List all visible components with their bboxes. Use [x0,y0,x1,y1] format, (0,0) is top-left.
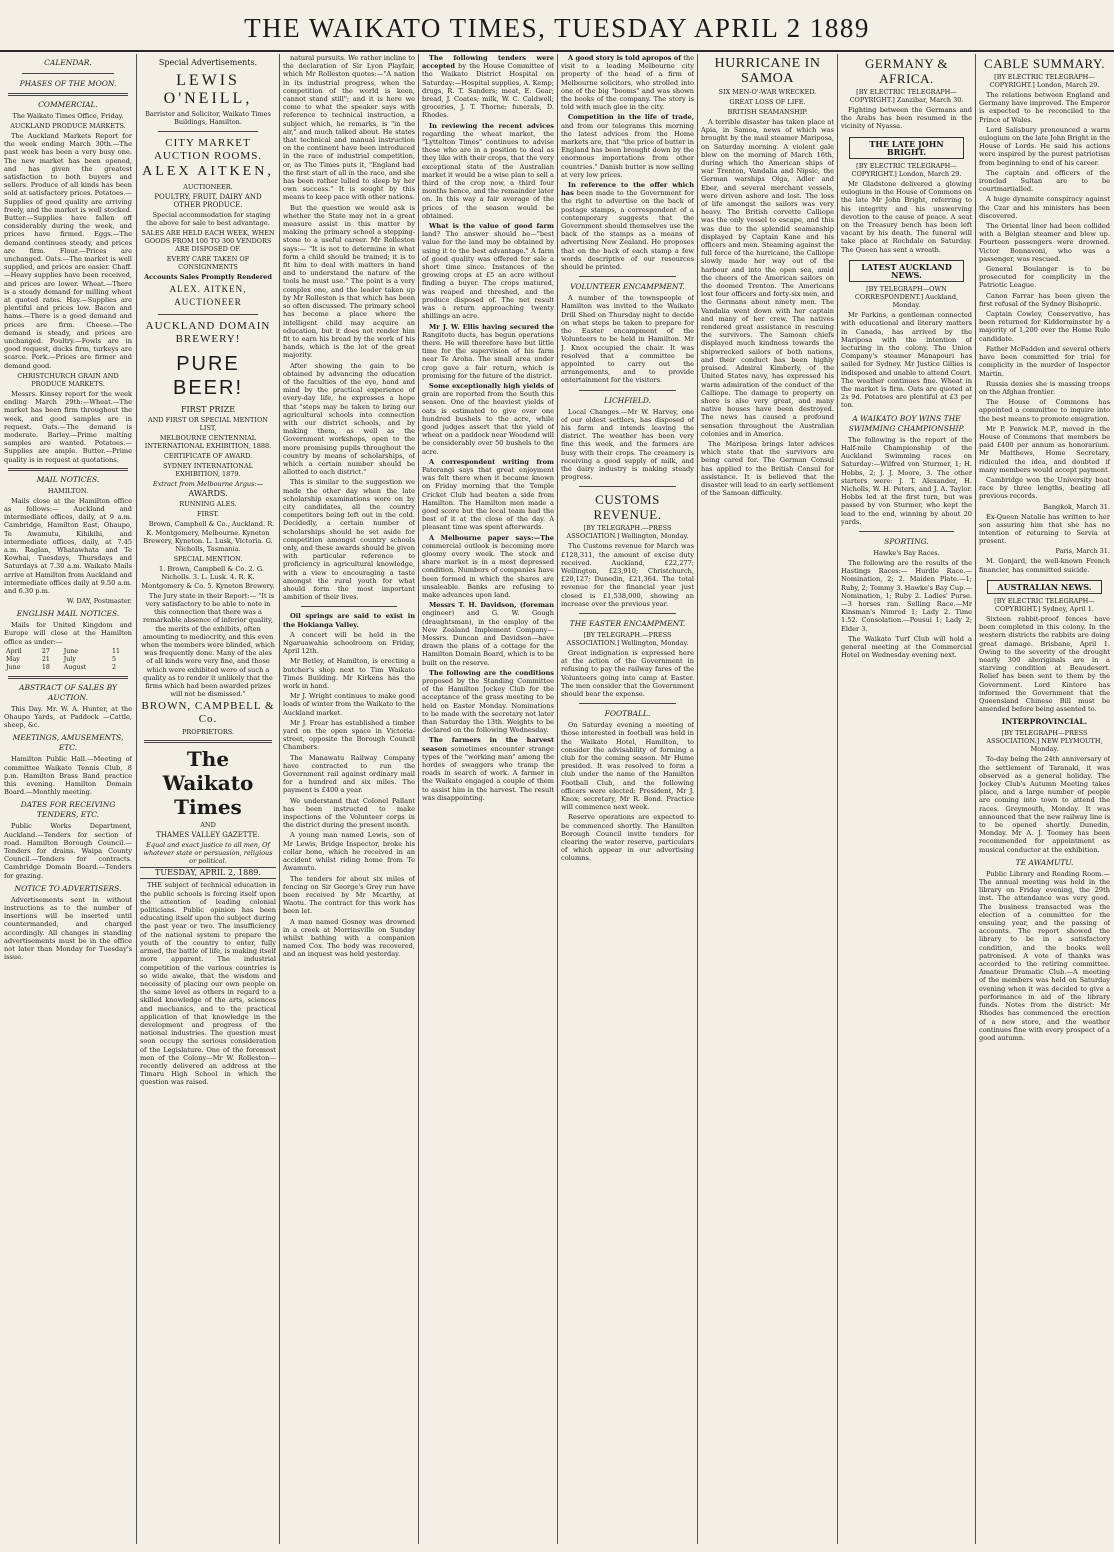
bright-subheading: [BY ELECTRIC TELEGRAPH—COPYRIGHT.] London, March 29. [851,162,962,179]
australian-text: Sixteen rabbit-proof fences have been completed in this colony. In the western districts the rabbits are doing great damage. Brisbane, April 1. Owing to the severity of the drought nearly 300 aboriginals are in a starving condition at Beaudesert. Relief has been sent to them by the Government. Lord Kintore has informed the Government that the Queensland Chinese Bill must be amended before being assented to. [979,614,1110,714]
reference-text: been made to the Government for the right to advertise on the back of postage stamps, a correspondent of a contemporary suggests that the Government should themselves use the back of the stamps as a means of advertising New Zealand. He proposes that on the back of each stamp a few words descriptive of our resources should be printed. [561,189,694,272]
table-cell: August [63,663,87,671]
nameplate: The Waikato Times [162,747,254,820]
samoa-continued: The Mariposa brings later advices which state that the survivors are being cared for. The German Consul has applied to the British Consul for assistance. It is believed that the disaster will lead to an early settlement of the Samoan difficulty. [701,439,834,498]
english-mail-heading: ENGLISH MAIL NOTICES. [16,609,120,619]
mention-list: 1. Brown, Campbell & Co. 2. G. Nicholls. 3. L. Lusk. 4. R. K. Montgomery & Co. 5. Kyneton Brewery. [141,565,275,590]
cable-item: The House of Commons has appointed a committee to inquire into the best means to promote emigration. [979,398,1110,423]
column-6 [701,54,834,1544]
aitken-note: Special accommodation for staging the above for sale to best advantage. [146,211,271,228]
table-cell: 2 [112,663,117,671]
divider [158,131,258,132]
reserve-text: Reserve operations are expected to be commenced shortly. The Hamilton Borough Council invite tenders for clearing the water reserve, particulars of which appear in our advertising columns. [561,813,694,863]
sales-note: SALES ARE HELD EACH WEEK, WHEN GOODS FROM 100 TO 300 VENDORS ARE DISPOSED OF. [141,229,275,254]
markets-heading: AUCKLAND PRODUCE MARKETS. [10,122,126,130]
divider [859,531,954,532]
column-rule [279,54,280,1544]
customs-subheading: [BY TELEGRAPH.—PRESS ASSOCIATION.] Wellington, Monday. [566,524,689,541]
leader-continued-2: But the question we would ask is whether the State may not in a great measure assist in this matter by making the primary school a stepping-stone to a useful career. Mr Rolleston says:— "It is not to determine in what form a child should be trained; it is to fit him to deal with matters in hand and to understand the nature of the tools he must use." The point is a very complex one, and the leader taken up by Mr Rolleston is that which has been so often discussed. The primary school has become a place where the intelligent child may acquire an education, but it does not render him fit to earn his bread by the work of his hands, which is the lot of the great majority. [283,203,415,360]
latest-text: Mr Parkins, a gentleman connected with educational and literary matters in Canada, has arrived by the Mariposa with the intention of lecturing in the colony. The Union Company's steamer Manapouri has sailed for Sydney. Mr Justice Gillies is indisposed and unable to attend Court. The weather continues fine. Wheat in the market is firm. Oats are quoted at 2s 9d. Potatoes are plentiful at £3 per ton. [841,311,972,410]
te-awamutu-heading: TE AWAMUTU. [1015,857,1074,867]
samoa-subheading-3: BRITISH SEAMANSHIP. [727,108,808,116]
aitken-goods: POULTRY, FRUIT, DAIRY AND OTHER PRODUCE. [154,193,262,209]
cable-item: General Boulanger is to be prosecuted for complicity in the Patriotic League. [979,265,1110,290]
tenders-dates-text: Public Works Department, Auckland.—Tenders for section of road. Hamilton Borough Council.—Tenders for drains. Waipa County Council.—Tenders for contracts. Cambridge Domain Board.—Tenders for grazing. [4,822,132,880]
advertisers-notice-heading: NOTICE TO ADVERTISERS. [14,883,122,893]
cable-item: Mr P. Fenwick M.P., moved in the House of Commons that members be paid £400 per annum as honorarium. Mr Matthews, Home Secretary, ridiculed the idea, and doubted if many members would accept payment. [979,424,1110,474]
latest-auckland-heading: LATEST AUCKLAND NEWS. [849,260,964,282]
ellis-text: Rangitoto ducts, has begun operations there. He will therefore have but little time for the supervision of his farm near Te Aroha. The small area under crop gave a fair return, which is promising for the future of the district. [422,330,554,380]
divider [22,73,114,74]
samoa-subheading-1: SIX MEN-O'-WAR WRECKED. [718,88,817,96]
oil-springs-item: Oil springs are said to exist in the Hokianga Valley. [283,612,415,629]
cable-item: Canon Farrar has been given the first refusal of the Sydney Bishopric. [979,291,1110,308]
meetings-text: Hamilton Public Hall.—Meeting of committee Waikato Tennis Club, 8 p.m. Hamilton Brass Band practice this evening. Hamilton Domain Board.—Monthly meeting. [4,755,132,797]
column-8 [979,54,1110,1544]
special-mention-heading: SPECIAL MENTION. [173,555,243,564]
bright-heading: THE LATE JOHN BRIGHT. [849,137,964,159]
wright-item: Mr J. Wright continues to make good loads of winter from the Waikato to the Auckland market. [283,692,415,717]
cable-item: M. Gonjard, the well-known French financier, has committed suicide. [979,557,1110,574]
column-2 [140,54,276,1544]
divider [301,606,397,607]
abstract-heading: ABSTRACT OF SALES BY AUCTION. [19,682,117,702]
reviewing-heading: In reviewing the recent advices [429,121,554,130]
column-1 [4,54,132,1544]
fencing-tenders-item: The tenders for about six miles of fencing on Sir George's Grey run have been received by Mr Mcarthy, at Waotu. The contract for this work has been let. [283,874,415,916]
first-prize: FIRST PRIZE [180,405,236,415]
bright-text: Mr Gladstone delivered a glowing eulogium in the House of Commons on the late Mr John Bright, referring to his integrity and his unswerving devotion to the cause of peace. A seat on the Treasury bench has been left vacant by his death. The funeral will take place at Rochdale on Saturday. The Queen has sent a wreath. [841,180,972,254]
dateline: Paris, March 31. [1055,547,1110,556]
meetings-heading: MEETINGS, AMUSEMENTS, ETC. [12,733,124,753]
christchurch-heading: CHRISTCHURCH GRAIN AND PRODUCE MARKETS. [17,371,119,388]
table-cell: 21 [41,655,50,663]
davidson-heading: Messrs T. H. Davidson, (foreman [429,601,554,610]
swimming-text: The following is the report of the Half-mile Championship of the Auckland Swimming races on Saturday:—Wilfred von Sturmer, 1; H. Hobbs, 2; J. J. Moore, 3. The other starters were: J. T. Alexander, H. Nicholls, W. H. Peters, and J. A. Taylor. Hobbs led at the first turn, but was passed by von Sturmer, who kept the lead to the end, winning by about 20 yards. [841,435,972,526]
motto: Equal and exact justice to all men, Of whatever state or persuasion, religious or political. [143,841,273,866]
first-heading: FIRST. [197,510,219,519]
table-cell: 11 [112,647,121,655]
concert-item: A concert will be held in the Ngaruawahia schoolroom on Friday, April 12th. [283,630,415,656]
proprietors: PROPRIETORS. [181,728,235,737]
cable-item: A huge dynamite conspiracy against the Czar and his ministers has been discovered. [979,195,1110,220]
first-list: Brown, Campbell & Co., Auckland. R. K. Montgomery, Melbourne. Kyneton Brewery, Kyneton. L. Lusk, Victoria. G. Nicholls, Tasmania. [143,520,275,554]
accounts-note: Accounts Sales Promptly Rendered [144,273,272,282]
awards-heading: AWARDS. [188,489,228,499]
table-cell: 27 [41,647,50,655]
swimming-heading: A WAIKATO BOY WINS THE SWIMMING CHAMPIONSHIP. [848,413,965,433]
australian-news-heading: AUSTRALIAN NEWS. [987,580,1102,594]
divider [579,390,676,391]
colonel-item: We understand that Colonel Pallant has been instructed to make inspections of the Volunteer corps in the district during the present month. [283,796,415,830]
interprovincial-subheading: [BY TELEGRAPH—PRESS ASSOCIATION.] NEW PLYMOUTH, Monday. [986,729,1103,754]
cable-item: Father McFadden and several others have been committed for trial for complicity in the murder of Inspector Martin. [979,344,1110,378]
railway-item: The Manawatu Railway Company have contracted to run the Government rail against ordinary mail for a hundred and six miles. The payment is £400 a year. [283,753,415,795]
divider [579,486,676,487]
column-3 [283,54,415,1544]
argus-extract: Extract from Melbourne Argus:— [152,480,264,489]
correspondent-heading: A correspondent writing from [429,457,554,466]
cable-item: The Oriental liner had been collided with a Belgian steamer and blew up. Fourteen passengers were drowned. Victor Bonnavoni, who was a passenger, was rescued. [979,222,1110,263]
special-ads-heading: Special Advertisements. [158,58,258,67]
mail-table [4,648,132,672]
crop-heading: Some exceptionally high yields of [429,381,554,390]
easter-text: Great indignation is expressed here at the action of the Government in refusing to pay the railway fares of the Volunteers going into camp at Easter. The men consider that the Government should bear the expense. [561,648,694,698]
medal-line: AND FIRST OR SPECIAL MENTION LIST, [148,416,268,433]
lewis-detail: Barrister and Solicitor, Waikato Times Buildings, Hamilton. [145,110,271,126]
column-rule [837,54,838,1544]
cable-item: The relations between England and Germany have improved. The Emperor is expected to be reconciled to the Prince of Wales. [979,91,1110,124]
aitken-signature: ALEX. AITKEN, AUCTIONEER [169,284,247,308]
english-mail-text: Mails for United Kingdom and Europe will close at the Hamilton office as under:— [4,621,132,646]
column-rule [975,54,976,1544]
farmers-heading: The farmers in the harvest season [422,736,554,753]
table-cell: July [63,655,76,663]
column-4 [422,54,554,1544]
lewis-name: LEWIS O'NEILL, [163,72,253,107]
aitken-title: AUCTIONEER. [183,183,233,191]
interprovincial-text: To-day being the 24th anniversary of the settlement of Taranaki, it was observed as a general holiday. The Jockey Club's Autumn Meeting takes place, and a large number of people are coming into town to attend the races. Greymouth, Monday. It was announced that the new railway line is to be opened shortly. Dunedin, Monday. Mr A. J. Toomey has been recommended for appointment as musical conductor at the exhibition. [979,755,1110,854]
sporting-subheading: Hawke's Bay Races. [873,548,940,557]
samoa-subheading-2: GREAT LOSS OF LIFE. [729,98,806,106]
commercial-subheading: The Waikato Times Office, Friday. [12,112,124,120]
lichfield-text: Local Changes.—Mr W. Harvey, one of our oldest settlers, has disposed of his farm and intends leaving the district. The weather has been very fine this week, and the farmers are busy with their crops. The creamery is receiving a good supply of milk, and the dairy industry is making steady progress. [561,407,694,482]
brown-campbell: BROWN, CAMPBELL & Co. [141,700,275,726]
competition-text: and from our telegrams this morning the latest advices from the Home markets are, that "the price of butter in England has been brought down by the enormous importations from other countries." Danish butter is now selling at very low prices. [561,121,694,179]
dateline: Bangkok, March 31. [1043,502,1110,511]
lichfield-heading: LICHFIELD. [604,395,651,405]
melbourne-heading: A Melbourne paper says:—The [429,533,554,542]
certificate-of-award: CERTIFICATE OF AWARD. [163,452,253,461]
postmaster-signature: W. DAY, Postmaster. [66,597,132,606]
divider [579,276,676,277]
pure-beer-heading: PURE BEER! [172,353,244,400]
volunteer-text: A number of the townspeople of Hamilton was invited to the Waikato Drill Shed on Thursday night to decide on what steps be taken to prepare for the Easter encampment of the Volunteers to be held in Hamilton. Mr J. Knox occupied the chair. It was resolved that a committee be appointed to carry out the arrangements, and to provide entertainment for the visitors. [561,294,694,385]
melbourne-exhibition: MELBOURNE CENTENNIAL INTERNATIONAL EXHIBITION, 1888. [144,434,272,451]
cable-item: Lord Salisbury pronounced a warm eulogium on the late John Bright in the House of Lords. He said his actions were inspired by the purest patriotism from beginning to end of his career. [979,125,1110,167]
farmers-text: sometimes encounter strange types of the "working man" among the hordes of swaggers who tramp the roads in search of work. A farmer in the Waikato engaged a couple of them to assist him in the harvest. The result was disappointing. [422,744,554,802]
tenders-dates-heading: DATES FOR RECEIVING TENDERS, ETC. [20,800,116,820]
davidson-text: engineer) and G. W. Gough (draughtsman), in the employ of the New Zealand Implement Company—Messrs. Duncan and Davidson—have drawn the plans of a cottage for the Hamilton Domain Board, which is to be built on the reserve. [422,609,554,667]
betley-item: Mr Betley, of Hamilton, is erecting a butcher's shop next to Tim Waikato Times Building. Mr Kirkens has the work in hand. [283,657,415,691]
cable-subheading: [BY ELECTRIC TELEGRAPH—COPYRIGHT.] London, March 29. [989,73,1100,89]
city-market-heading: CITY MARKET AUCTION ROOMS. [153,137,263,162]
running-ales: RUNNING ALES. [179,500,237,509]
value-heading: What is the value of good farm [429,222,554,231]
mail-subheading: HAMILTON. [47,486,89,495]
turf-club-text: The Waikato Turf Club will hold a general meeting at the Commercial Hotel on Wednesday evening next. [841,634,972,660]
table-cell: June [63,647,79,655]
football-heading: FOOTBALL. [604,709,651,719]
city-market-ad [140,137,276,309]
divider [8,93,128,96]
sydney-exhibition: SYDNEY INTERNATIONAL EXHIBITION, 1879. [163,462,253,479]
cable-item: Cambridge won the University boat race by three lengths, beating all previous records. [979,475,1110,501]
easter-heading: THE EASTER ENCAMPMENT. [569,618,686,628]
column-5 [561,54,694,1544]
advertisers-notice-text: Advertisements sent in without instructions as to the number of insertions will be inserted until countermanded, and charged accordingly. All changes in standing advertisements must be in the office not later than Monday for Tuesday's issue. [4,895,132,962]
samoa-heading: HURRICANE IN SAMOA [714,56,821,86]
calendar-heading: CALENDAR. [44,58,92,67]
divider [579,703,676,704]
value-text: land? The answer should be—"best value for the land may be obtained by using it to the best advantage." A farm of good quality was offered for sale a short time since. Instances of the growing crops at £5 an acre without finding a buyer. The crops matured, was reaped and threshed, and the produce disposed of. The net result was a return approaching twenty shillings an acre. [422,230,554,321]
cable-item: Ex-Queen Natalie has written to her son assuring him that she has no intention of returning to Servia at present. [979,512,1110,546]
column-rule [557,54,558,1544]
divider [8,676,128,679]
customs-heading: CUSTOMS REVENUE. [593,492,662,523]
drowning-item: A man named Gosney was drowned in a creek at Morrinsville on Sunday whilst bathing with a companion named Cox. The body was recovered, and an inquest was held yesterday. [283,917,415,959]
column-7 [841,54,972,1544]
masthead [0,6,1114,52]
tenders-text: by the House Committee of the Waikato District Hospital on Saturday:—Hospital supplies, A. Kemp; drugs, R. T. Sanders; meat, E. Gear; bread, J. Coates; milk, W. C. Caldwell; groceries, J. T. Thorne; funerals, D. Rhodes. [422,62,554,120]
sporting-text: The following are the results of the Hastings Races:— Hurdle Race.—Nomination, 2; 2. Maiden Plate.—1; Ruby, 2; Tommy 3. Hawke's Bay Cup.—Nomination, 1; Ruby 2. Ladies' Purse.—3 horses ran. Selling Race.—Mr Kinsman's Nimrod 1; Lady 2. Time 1.52. Consolation.—Pousui 1; Lady 2; Elder 3. [841,558,972,633]
easter-subheading: [BY TELEGRAPH.—PRESS ASSOCIATION.] Wellington, Monday. [566,630,689,647]
moon-heading: PHASES OF THE MOON. [19,79,117,88]
commercial-heading: COMMERCIAL. [38,100,98,109]
jury-report: The Jury state in their Report:— "It is very satisfactory to be able to note in this connection that there was a remarkable absence of inferior quality, the merits of the exhibits, often amounting to mediocrity, and this even when the members were blinded, which was frequently done. Many of the ales of all kinds were very fine, and those which were exhibited were of such a quality as to render it unlikely that the firms which had been awarded prizes will not be dismissed." [140,591,276,699]
mail-heading: MAIL NOTICES. [36,474,100,484]
cable-item: Russia denies she is massing troops on the Afghan frontier. [979,379,1110,396]
sporting-heading: SPORTING. [884,536,929,546]
germany-subheading: [BY ELECTRIC TELEGRAPH—COPYRIGHT.] Zanzibar, March 30. [849,88,964,104]
brewery-ad [140,320,276,736]
te-awamutu-text: Public Library and Reading Room.—The annual meeting was held in the library on Friday evening, the 29th inst. The attendance was very good. The business transacted was the election of a committee for the ensuing year, and the passing of accounts. The report showed the library to be in a satisfactory condition, and the books well patronised. A vote of thanks was accorded to the retiring committee. Amateur Dramatic Club.—A meeting of the members was held on Saturday evening when it was decided to give a performance in aid of the library funds. Notes from the district: Mr Rhodes has commenced the erection of a new store, and the weather continues fine with every prospect of a good autumn. [979,869,1110,1042]
reviewing-text: regarding the wheat market, the "Lyttelton Times" continues to advise those who are in a position to deal as they like with their crops, that the very exceptional state of the Australian market it would be a wise plan to sell a third of the crop now, a third four months hence, and the remainder later on. In this way a fair average of the prices of the season would be obtained. [422,129,554,220]
correspondent-text: Paterangi says that great enjoyment was felt there when it became known on Friday morning that the Temple Cricket Club had beaten a side from Hamilton. The Hamilton men made a good score but the local team had the best of it at the close of the day. A pleasant time was spent afterwards. [422,465,554,532]
story-text: the visit to a leading Melbourne city property of the head of a firm of Melbourne solicitors, who strolled into one of the big "booms" and was shown the books of the company. The story is told with much glee in the city. [561,54,694,112]
abstract-text: This Day. Mr. W. A. Hunter, at the Ohaupo Yards, at Paddock —Cattle, sheep, &c. [4,704,132,730]
divider [8,468,128,471]
latest-subheading: [BY TELEGRAPH—OWN CORRESPONDENT.] Auckland, Monday. [854,285,959,310]
column-rule [136,54,137,1544]
table-row [4,648,132,656]
column-rule [697,54,698,1544]
australian-subheading: [BY ELECTRIC TELEGRAPH—COPYRIGHT.] Sydney, April 1. [994,596,1095,613]
leader-continued-1: natural pursuits. We rather incline to the declaration of Sir Lyon Playfair, which Mr Rolleston quotes:—"A nation in its industrial progress, when the competition of the world is keen, cannot stand still"; and it is here we come to what the speaker says with reference to technical instruction, a subject which, he remarks, is "in the air," and much talked about. He states that technical and manual instruction on the continent have been introduced in the race of industrial competition, or, as The Times puts it, "England had the first start of all in the race, and she has been rather lulled to sleep by her own success." It is sought by this means to keep pace with other nations. [283,54,415,202]
cable-item: Captain Cowley, Conservative, has been returned for Kidderminster by a majority of 1,200 over the Home Rule candidate. [979,310,1110,343]
reference-heading: In reference to the offer which has [561,181,694,198]
frear-item: Mr J. Frear has established a timber yard on the open space in Victoria-street, opposite the Borough Council Chambers. [283,718,415,752]
samoa-text: A terrible disaster has taken place at Apia, in Samoa, news of which was brought by the mail steamer Mariposa, on Saturday morning. A violent gale blew on the morning of March 16th, during which the American ships of war Trenton, Vandalia and Nipsic, the German warships Olga, Adler and Eber, and several merchant vessels, were driven ashore and lost. The loss of life amongst the sailors was very heavy. The British corvette Calliope was the only vessel to escape, and this was due to the splendid seamanship displayed by Captain Kane and his officers and men. Steaming against the full force of the hurricane, the Calliope slowly made her way out of the harbour and into the open sea, amid the cheers of the American sailors on the doomed Trenton. The Americans lost four officers and forty-six men, and the Germans about ninety men. The Vandalia went down with her captain and many of her crew. The natives rendered great assistance in rescuing the survivors. The Samoan chiefs displayed much kindness towards the shipwrecked sailors of both nations, and their conduct has been highly praised. Admiral Kimberly, of the United States navy, has expressed his warm admiration of the conduct of the Calliope. The damage to property on shore is also very great, and many native houses have been destroyed. The news has caused a profound sensation throughout the Australian colonies and in America. [701,118,834,438]
divider [579,613,676,614]
divider [158,314,258,315]
care-note: EVERY CARE TAKEN OF CONSIGNMENTS [166,255,250,272]
masthead-title: THE WAIKATO TIMES, TUESDAY APRIL 2 1889 [244,13,870,43]
thames-valley-gazette: THAMES VALLEY GAZETTE. [156,831,260,840]
interprovincial-heading: INTERPROVINCIAL. [1001,717,1088,727]
volunteer-heading: VOLUNTEER ENCAMPMENT. [570,282,685,292]
table-cell: June [6,663,21,671]
markets-text: The Auckland Markets Report for the week ending March 30th.—The past week has been a very busy one. The new market has been opened, and has given the greatest satisfaction to both buyers and sellers. Produce of all kinds has been sold at satisfactory prices. Potatoes.—Supplies of good quality are arriving freely, and the market is well stocked. Butter.—Supplies have fallen off considerably during the week, and prices have firmed. Eggs.—The demand continues steady, and prices are firm. Flour.—Prices are unchanged. Oats.—The market is well supplied, and prices are easier. Chaff.—Heavy supplies have been received, and prices are lower. Wheat.—There is a steady demand for milling wheat at quoted rates. Hay.—Supplies are plentiful and prices low. Bacon and hams.—There is a good demand and prices are firm. Cheese.—The demand is steady, and prices are unchanged. Poultry.—Fowls are in good request, ducks firm, turkeys are scarce. Pork.—Prices are firmer and demand good. [4,132,132,370]
christchurch-text: Messrs. Kinsey report for the week ending March 29th:—Wheat.—The market has been firm throughout the week, and good samples are in request. Oats.—The demand is moderate. Barley.—Prime malting samples are wanted. Potatoes.—Supplies are ample. Butter.—Prime quality is in request at quotations. [4,389,132,464]
germany-africa-heading: GERMANY & AFRICA. [864,56,949,86]
story-heading: A good story is told apropos of [568,54,682,62]
football-text: On Saturday evening a meeting of those interested in football was held in the Waikato Hotel, Hamilton, to consider the advisability of forming a club for the coming season. Mr Hume presided. It was resolved to form a club under the name of the Hamilton Football Club, and the following officers were elected: President, Mr J. Knox; secretary, Mr R. Bond. Practice will commence next week. [561,721,694,812]
nameplate-and: AND [200,821,216,830]
issue-date: TUESDAY, APRIL 2, 1889. [140,867,276,879]
table-cell: 18 [41,663,50,671]
leader-continued-3: After showing the gain to be obtained by advancing the education of the faculties of the eye, hand and mind by the practical experience of every-day life, he expresses a hope that "steps may be taken to bring our agricultural schools into connection with our district schools, and by making them, as well as the Government workshops, open to the more promising pupils throughout the country by means of scholarships, of which a certain number should be allotted to each district." [283,361,415,477]
leader-continued-4: This is similar to the suggestion we made the other day when the late scholarship examinations were on by city candidates, all the country competitors being left out in the cold. Decidedly, a certain number of scholarships should be set aside for competition amongst country schools only, and these awards should be given with particular reference to proficiency in agricultural knowledge, with a view to encouraging a taste amongst the rural youth for what should form the most important ambition of their lives. [283,478,415,602]
table-cell: May [6,655,20,663]
competition-heading: Competition in the life of trade, [568,113,694,122]
leader-article: THE subject of technical education in the public schools is forcing itself upon the attention of leading colonial politicians. Public opinion has been educating itself upon the subject during the past year or two. The insufficiency of the national system to prepare the youth of the country to enter, fully armed, the battle of life, is making itself more apparent. The industrial competition of the various countries is so wide awake, that the wisdom and necessity of placing our own people on the same level as others in regard to a skilled knowledge of the arts, sciences and mechanics, and to the practical application of that knowledge in the development and progress of the national industries. The question must soon occupy the serious consideration of the Legislature. One of the foremost men of the Colony—Mr W. Rolleston—recently delivered an address at the Timaru High School in which the question was raised. [140,881,276,1087]
customs-text: The Customs revenue for March was £128,311, the amount of excise duty received. Auckland, £22,277; Wellington, £23,910; Christchurch, £20,127; Dunedin, £21,364. The total revenue for the financial year just closed is £1,538,000, showing an increase over the previous year. [561,542,694,608]
crop-text: grain are reported from the South this season. One of the heaviest yields of oats is estimated to give over one hundred bushels to the acre, while good judges assert that the yield of wheat on a paddock near Woodend will be considerably over 50 bushels to the acre. [422,390,554,456]
cable-item: The captain and officers of the ironclad Sultan are to be courtmartialled. [979,168,1110,194]
conditions-text: proposed by the Standing Committee of the Hamilton Jockey Club for the acceptance of the grass meeting to be held on Easter Monday. Nominations to be made with the secretary not later than Saturday the 13th. Weights to be declared on the following Wednesday. [422,677,554,735]
table-row [4,664,132,672]
young-man-item: A young man named Lewis, son of Mr Lewis, Bridge Inspector, broke his collar bone, which he received in an accident whilst riding home from Te Awamutu. [283,831,415,873]
melbourne-text: commercial outlook is becoming more gloomy every week. The stock and share market is in a most depressed condition. Numbers of companies have been formed in which the shares are unsaleable. Banks are refusing to make advances upon land. [422,541,554,599]
lewis-oneill-ad [140,72,276,126]
cable-summary-heading: CABLE SUMMARY. [984,56,1105,71]
germany-text: Fighting between the Germans and the Arabs has been resumed in the vicinity of Nyassa. [841,106,972,131]
table-row [4,656,132,664]
conditions-heading: The following are the conditions [429,668,554,677]
tenders-heading: The following tenders were accepted [422,54,554,71]
divider [144,740,272,743]
table-cell: 5 [112,655,117,663]
table-cell: April [6,647,22,655]
column-rule [418,54,419,1544]
ellis-heading: Mr J. W. Ellis having secured the [429,322,554,331]
aitken-name: ALEX AITKEN, [142,164,274,179]
mail-text: Mails close at the Hamilton office as follows:— Auckland and intermediate offices, daily, at 9 a.m. Cambridge, Hamilton East, Ohaupo, Te Awamutu, Kihikihi, and intermediate offices, daily, at 7.45 a.m. Raglan, Whatawhata and Te Kowhai, Tuesdays, Thursdays and Saturdays at 7.30 a.m. Waikato Mails arrive at Hamilton from Auckland and intermediate offices daily at 9.50 a.m. and 6.30 p.m. [4,496,132,595]
brewery-heading: AUCKLAND DOMAIN BREWERY! [145,320,271,346]
